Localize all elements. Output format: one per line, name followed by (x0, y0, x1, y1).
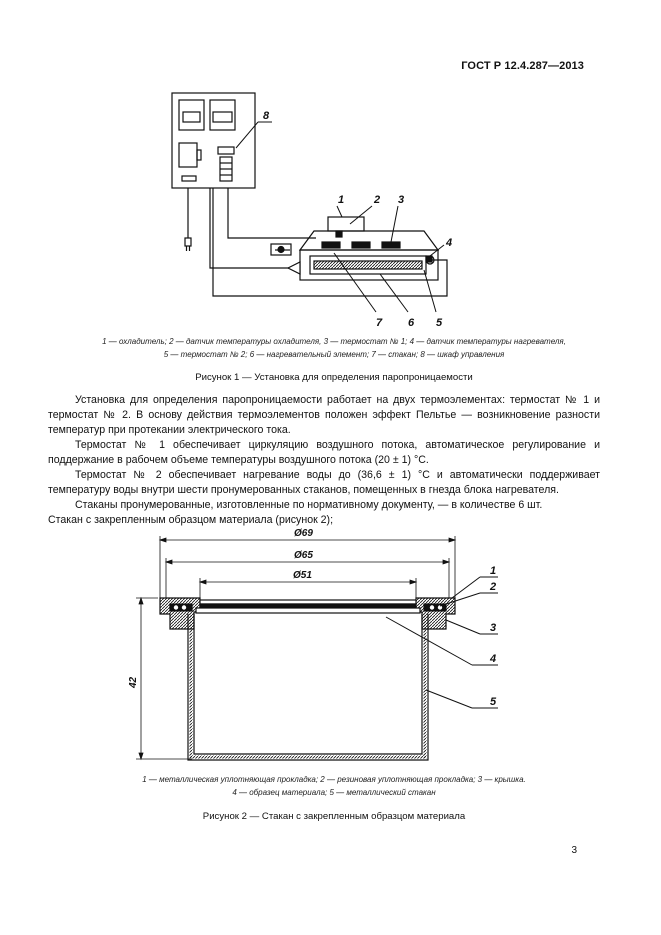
callout-7: 7 (376, 317, 383, 329)
callout-4: 4 (446, 237, 453, 249)
paragraph-3: Термостат № 2 обеспечивает нагревание воды до (36,6 ± 1) °С и автоматически поддерживает температуру воды внутри шести пронумерованных стаканов, помещенных в гнезда блока нагревателя. (48, 469, 600, 496)
callout-1: 1 (338, 194, 345, 206)
thermostat-unit (271, 217, 438, 280)
fig2-callout-4: 4 (490, 653, 497, 665)
figure1-legend (60, 336, 608, 361)
dim-height-label: 42 (128, 676, 139, 688)
figure1-caption: Рисунок 1 — Установка для определения паропроницаемости (195, 372, 473, 383)
callout-5: 5 (436, 317, 443, 329)
fig2-callout-1: 1 (490, 565, 497, 577)
dim-outer-label: Ø69 (294, 528, 313, 539)
paragraph-4: Стаканы пронумерованные, изготовленные по нормативному документу, — в количестве 6 шт. (75, 499, 543, 511)
figure2-legend-line2: 4 — образец материала; 5 — металлический стакан (232, 787, 436, 797)
fig2-callout-3: 3 (490, 622, 497, 634)
fig2-callout-2: 2 (490, 581, 497, 593)
figure2-legend-line1: 1 — металлическая уплотняющая прокладка; 2 — резиновая уплотняющая прокладка; 3 — крышка. (142, 775, 526, 784)
paragraph-2: Термостат № 1 обеспечивает циркуляцию воздушного потока, автоматическое регулирование и поддержание в рабочем объеме температуры воздушного потока (20 ± 1) °С. (48, 439, 600, 466)
page-number: 3 (571, 845, 577, 856)
callout-6: 6 (408, 317, 415, 329)
dim-middle-label: Ø65 (294, 550, 313, 561)
body-text (48, 393, 600, 528)
fig2-callout-5: 5 (490, 696, 497, 708)
figure1-legend-line2: 5 — термостат № 2; 6 — нагревательный элемент; 7 — стакан; 8 — шкаф управления (163, 349, 505, 359)
dim-inner-label: Ø51 (293, 570, 312, 581)
paragraph-5: Стакан с закрепленным образцом материала (рисунок 2); (48, 514, 334, 526)
figure2-legend (60, 774, 608, 799)
paragraph-1: Установка для определения паропроницаемости работает на двух термоэлементах: термостат № 1 и термостат № 2. В основу действия термоэлементов положен эффект Пельтье — возникновение разности температур при протекании электрического тока. (48, 394, 600, 436)
callout-8: 8 (263, 110, 270, 122)
figure2-labels (489, 565, 497, 708)
cup-drawing (160, 598, 455, 760)
figure2-leaders (386, 577, 498, 708)
callout-3: 3 (398, 194, 405, 206)
figure1-legend-line1: 1 — охладитель; 2 — датчик температуры охладителя, 3 — термостат № 1; 4 — датчик температуры нагревателя, (102, 337, 566, 346)
callout-2: 2 (374, 194, 381, 206)
figure2-caption: Рисунок 2 — Стакан с закрепленным образцом материала (202, 811, 466, 822)
document-id: ГОСТ Р 12.4.287—2013 (461, 60, 584, 72)
